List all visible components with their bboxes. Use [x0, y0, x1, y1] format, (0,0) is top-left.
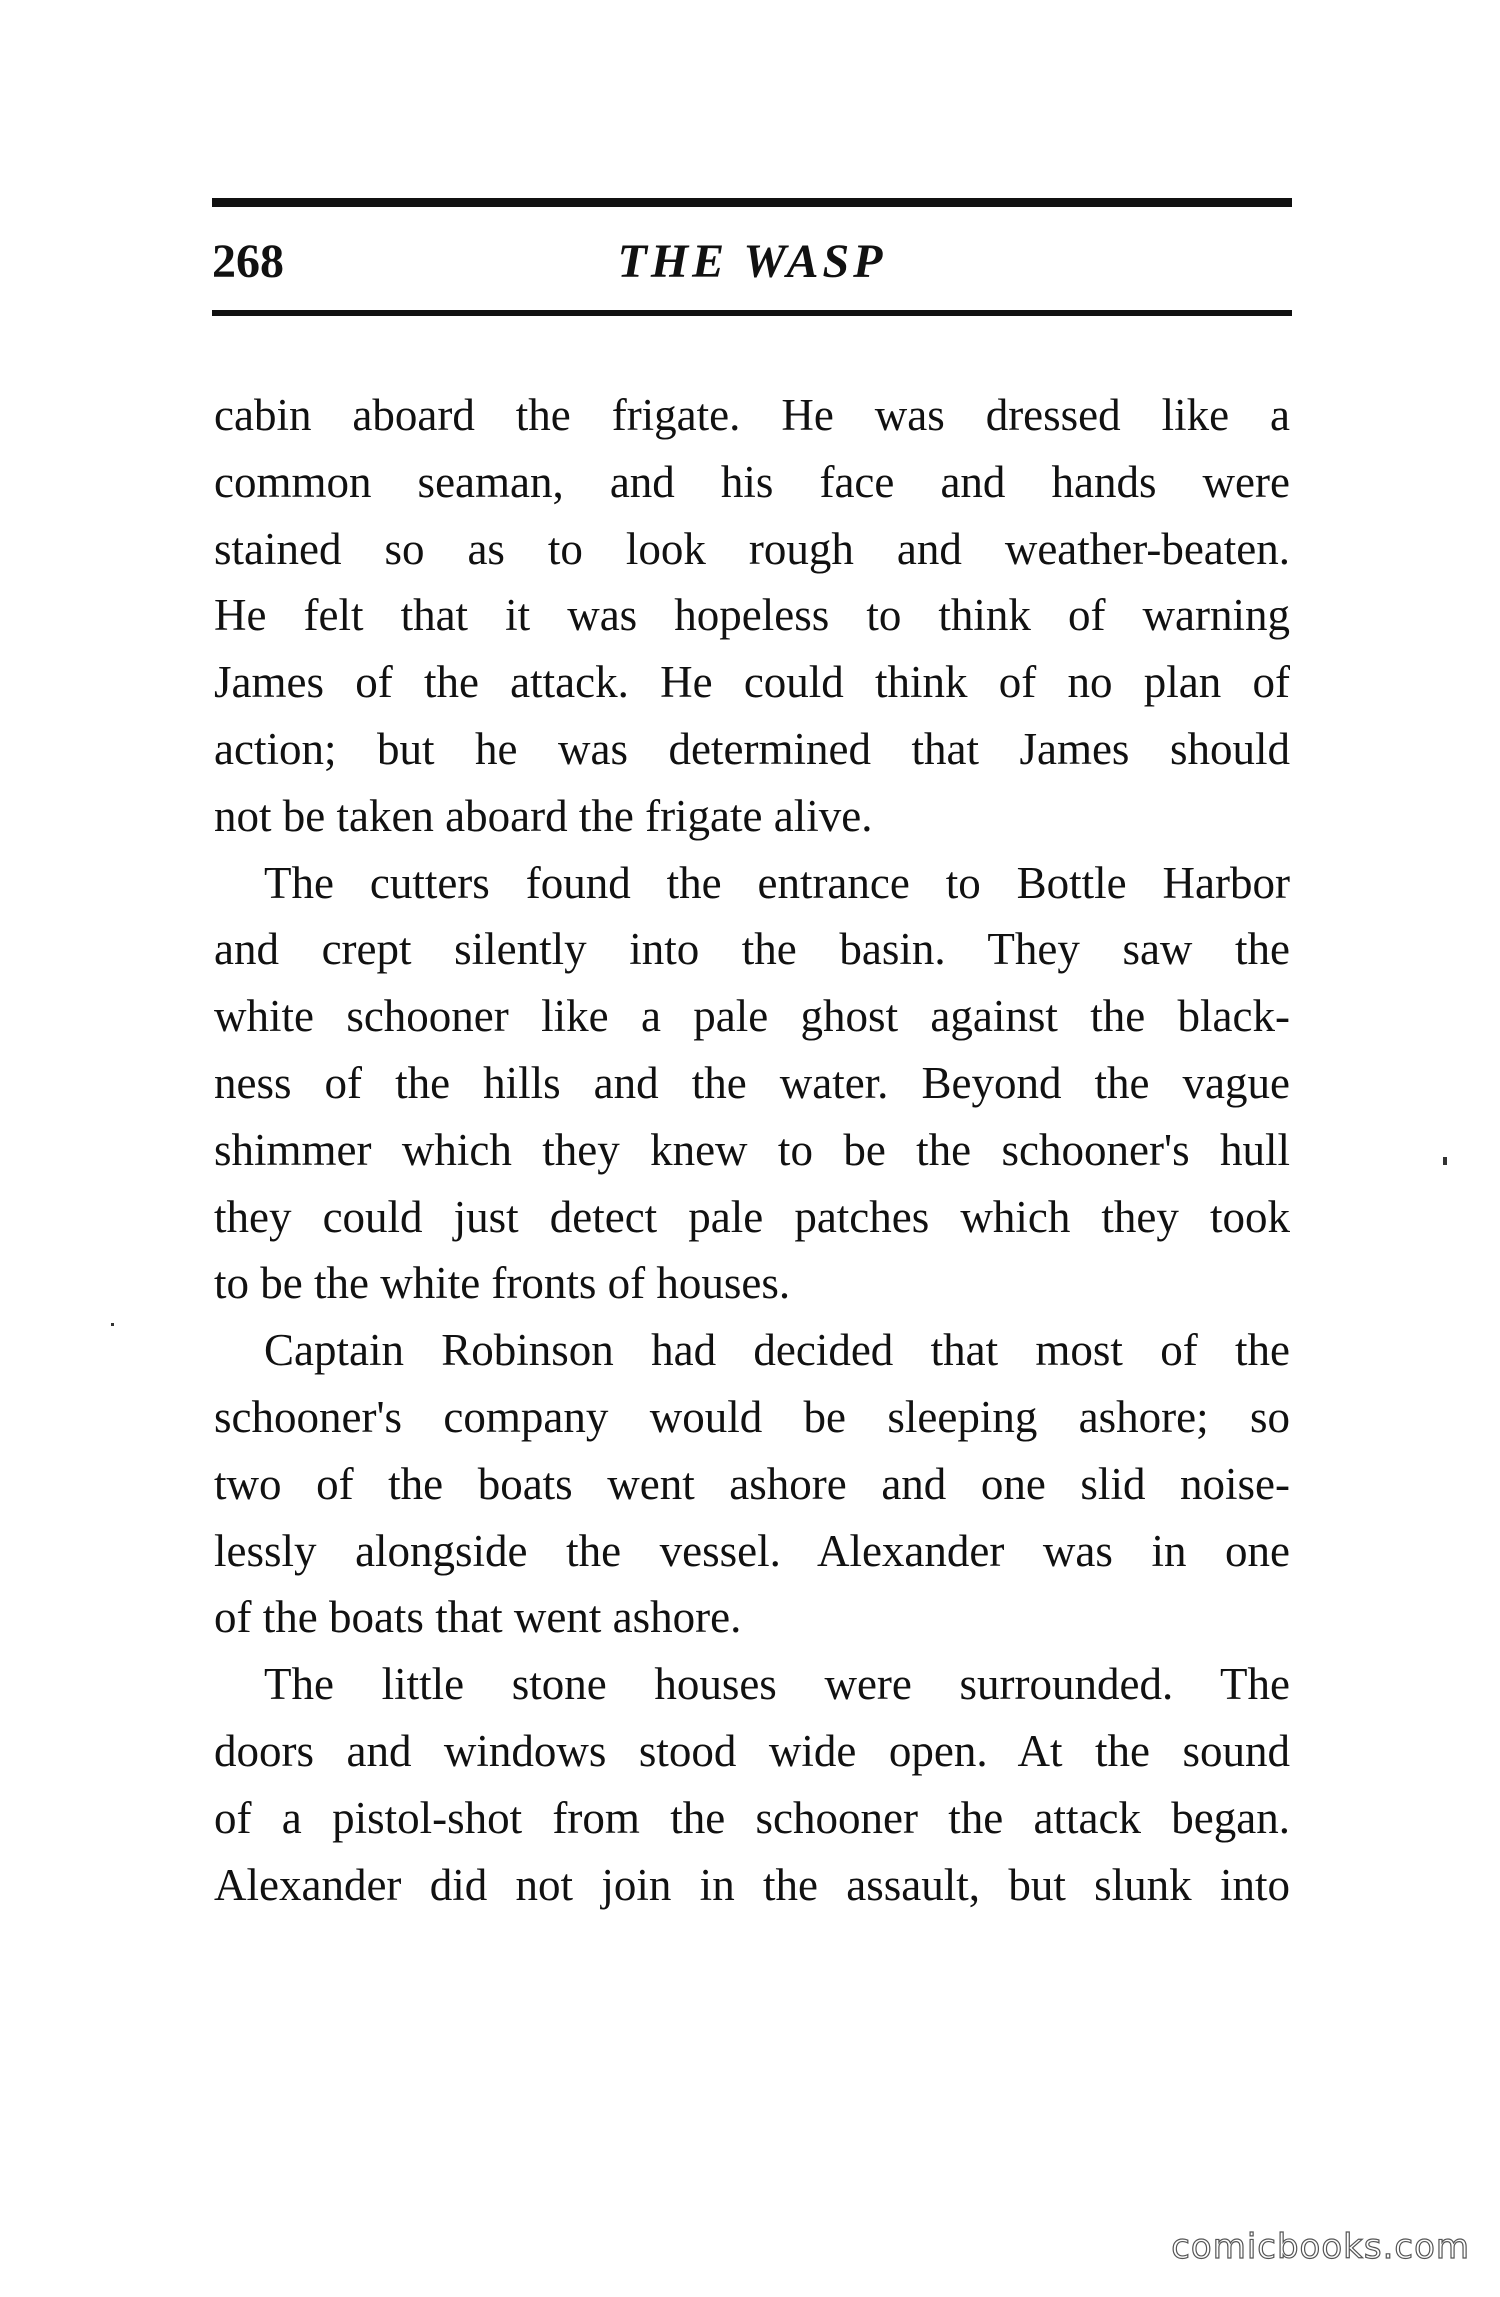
stray-mark [111, 1323, 114, 1326]
stray-mark [1443, 1157, 1447, 1165]
text-line: of a pistol-shot from the schooner the attack began. [214, 1792, 1290, 1843]
paragraph-4 [214, 1651, 1290, 1918]
text-line: two of the boats went ashore and one slid noise- [214, 1458, 1290, 1509]
text-line: of the boats that went ashore. [214, 1592, 742, 1643]
text-line: doors and windows stood wide open. At the sound [214, 1725, 1290, 1776]
text-line: cabin aboard the frigate. He was dressed like a [214, 390, 1290, 440]
text-line: The little stone houses were surrounded. The [264, 1659, 1290, 1710]
text-line: lessly alongside the vessel. Alexander was in one [214, 1525, 1290, 1576]
paragraph-1 [214, 382, 1290, 850]
text-line: white schooner like a pale ghost against the black- [214, 991, 1290, 1042]
running-title: THE WASP [617, 235, 887, 288]
text-line: action; but he was determined that James should [214, 723, 1290, 774]
text-line: James of the attack. He could think of no plan of [214, 657, 1290, 708]
watermark: comicbooks.com [1171, 2227, 1470, 2267]
header-rule-top [212, 198, 1292, 207]
text-line: schooner's company would be sleeping ashore; so [214, 1391, 1290, 1442]
text-line: The cutters found the entrance to Bottle Harbor [264, 857, 1290, 908]
page-number: 268 [212, 235, 284, 288]
paragraph-3 [214, 1317, 1290, 1651]
header-rule-bottom [212, 310, 1292, 316]
text-line: common seaman, and his face and hands were [214, 456, 1290, 507]
text-line: shimmer which they knew to be the schooner's hull [214, 1124, 1290, 1175]
text-line: He felt that it was hopeless to think of warning [214, 590, 1290, 641]
text-line: to be the white fronts of houses. [214, 1258, 791, 1309]
text-line: ness of the hills and the water. Beyond the vague [214, 1057, 1290, 1108]
running-header [212, 226, 1292, 296]
body-text [214, 382, 1290, 1918]
text-line: Alexander did not join in the assault, but slunk into [214, 1859, 1290, 1910]
text-line: they could just detect pale patches which they took [214, 1191, 1290, 1242]
paragraph-2 [214, 850, 1290, 1318]
text-line: and crept silently into the basin. They saw the [214, 924, 1290, 975]
text-line: not be taken aboard the frigate alive. [214, 790, 873, 841]
text-line: stained so as to look rough and weather-beaten. [214, 523, 1290, 574]
text-line: Captain Robinson had decided that most of the [264, 1325, 1290, 1376]
